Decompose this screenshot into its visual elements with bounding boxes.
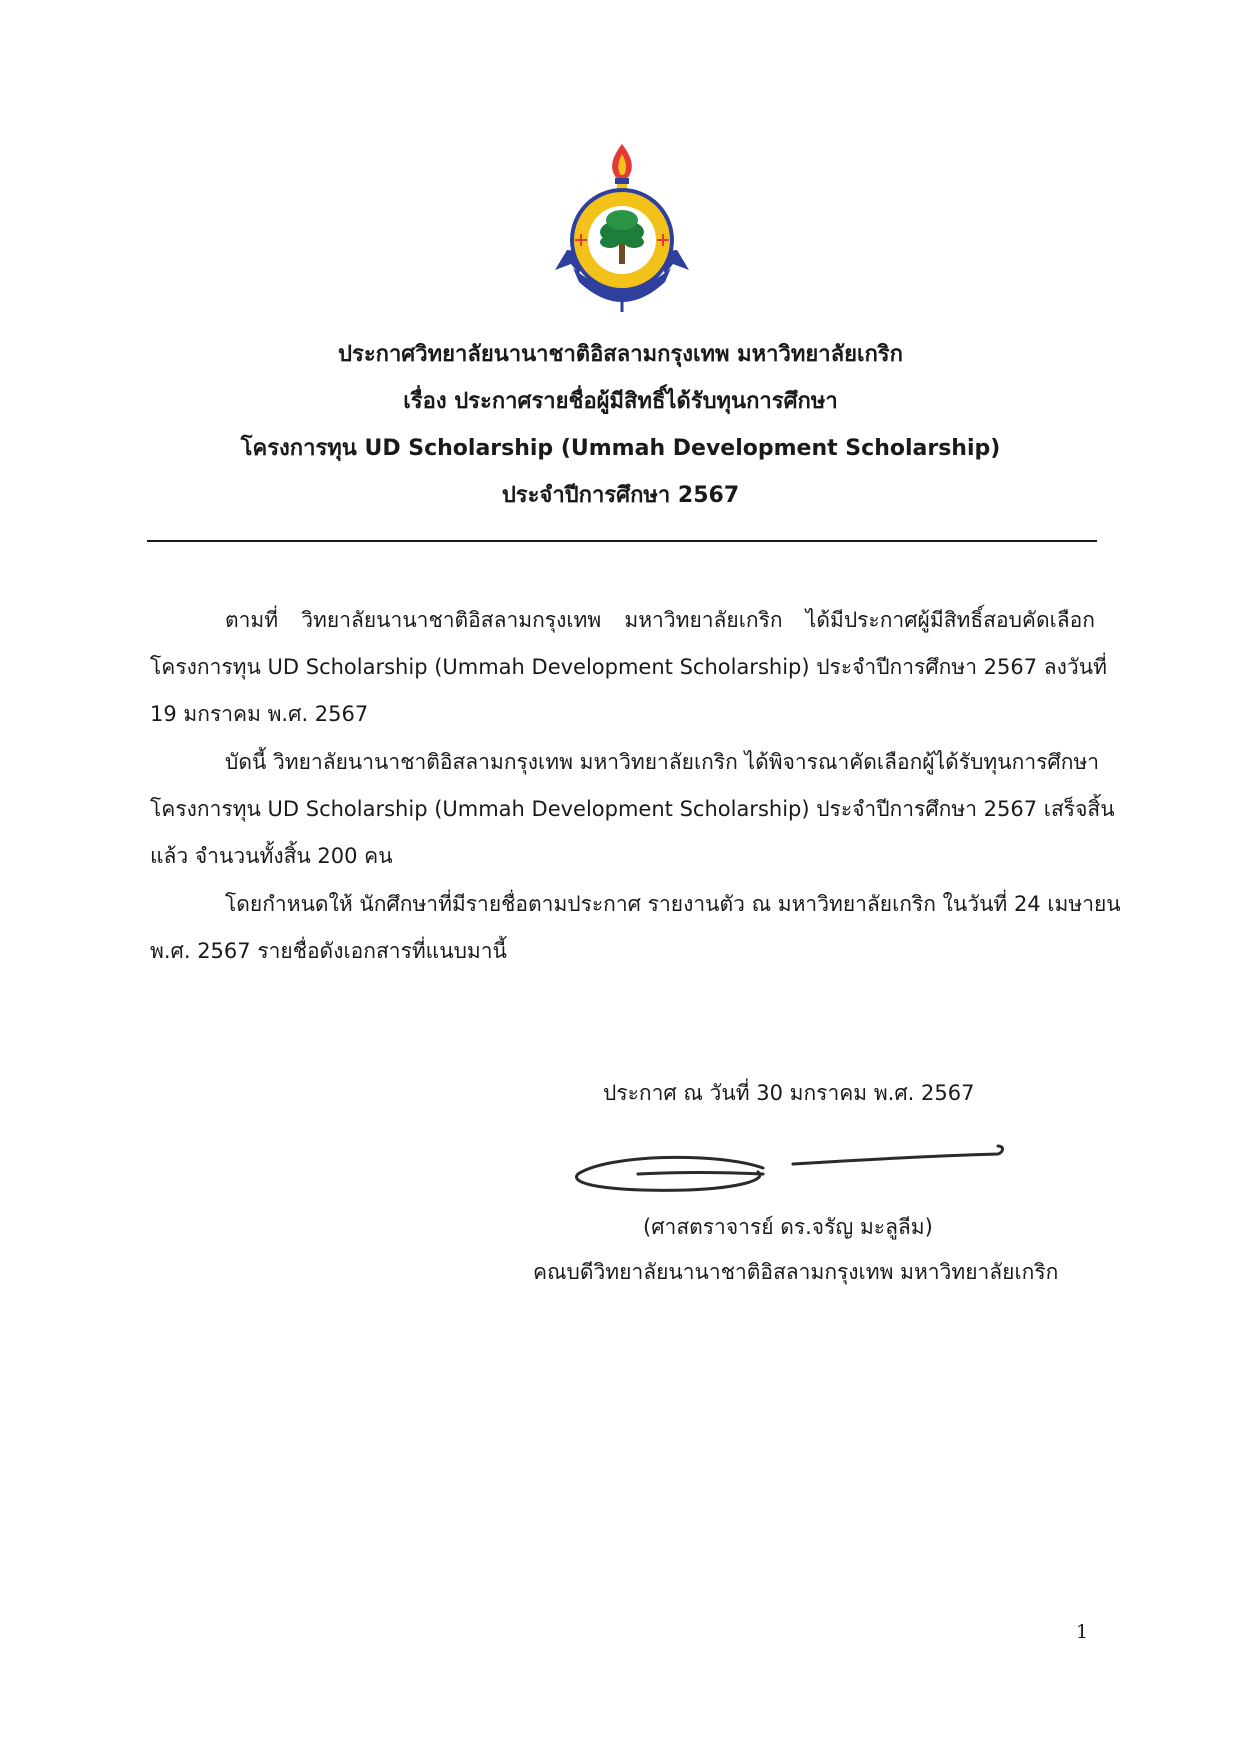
header-divider (147, 540, 1097, 542)
paragraph-2-line-2: โครงการทุน UD Scholarship (Ummah Development Scholarship) ประจำปีการศึกษา 2567 เสร็จสิ้น (150, 797, 1115, 821)
announcement-title: ประกาศวิทยาลัยนานาชาติอิสลามกรุงเทพ มหาวิทยาลัยเกริก (338, 342, 903, 367)
paragraph-1-line-2: โครงการทุน UD Scholarship (Ummah Development Scholarship) ประจำปีการศึกษา 2567 ลงวันที่ (150, 655, 1107, 679)
signatory-position: คณบดีวิทยาลัยนานาชาติอิสลามกรุงเทพ มหาวิทยาลัยเกริก (533, 1260, 1059, 1284)
university-seal-icon (547, 140, 697, 315)
scholarship-program-title: โครงการทุน UD Scholarship (Ummah Development Scholarship) (240, 436, 1001, 461)
paragraph-3-line-1: โดยกำหนดให้ นักศึกษาที่มีรายชื่อตามประกาศ รายงานตัว ณ มหาวิทยาลัยเกริก ในวันที่ 24 เมษายน (225, 892, 1121, 916)
signatory-name: (ศาสตราจารย์ ดร.จรัญ มะลูลีม) (643, 1215, 933, 1239)
paragraph-2-line-1: บัดนี้ วิทยาลัยนานาชาติอิสลามกรุงเทพ มหาวิทยาลัยเกริก ได้พิจารณาคัดเลือกผู้ได้รับทุนการศึกษา (225, 750, 1100, 774)
announcement-date: ประกาศ ณ วันที่ 30 มกราคม พ.ศ. 2567 (603, 1081, 975, 1105)
paragraph-1-line-1: ตามที่ วิทยาลัยนานาชาติอิสลามกรุงเทพ มหาวิทยาลัยเกริก ได้มีประกาศผู้มีสิทธิ์สอบคัดเลือก (225, 608, 1095, 632)
paragraph-2-line-3: แล้ว จำนวนทั้งสิ้น 200 คน (150, 844, 393, 868)
paragraph-3-line-2: พ.ศ. 2567 รายชื่อดังเอกสารที่แนบมานี้ (150, 939, 507, 963)
academic-year: ประจำปีการศึกษา 2567 (501, 483, 740, 508)
announcement-subject: เรื่อง ประกาศรายชื่อผู้มีสิทธิ์ได้รับทุนการศึกษา (403, 389, 838, 414)
handwritten-signature (568, 1140, 1018, 1200)
paragraph-1-line-3: 19 มกราคม พ.ศ. 2567 (150, 702, 369, 726)
page-number: 1 (1076, 1621, 1089, 1643)
